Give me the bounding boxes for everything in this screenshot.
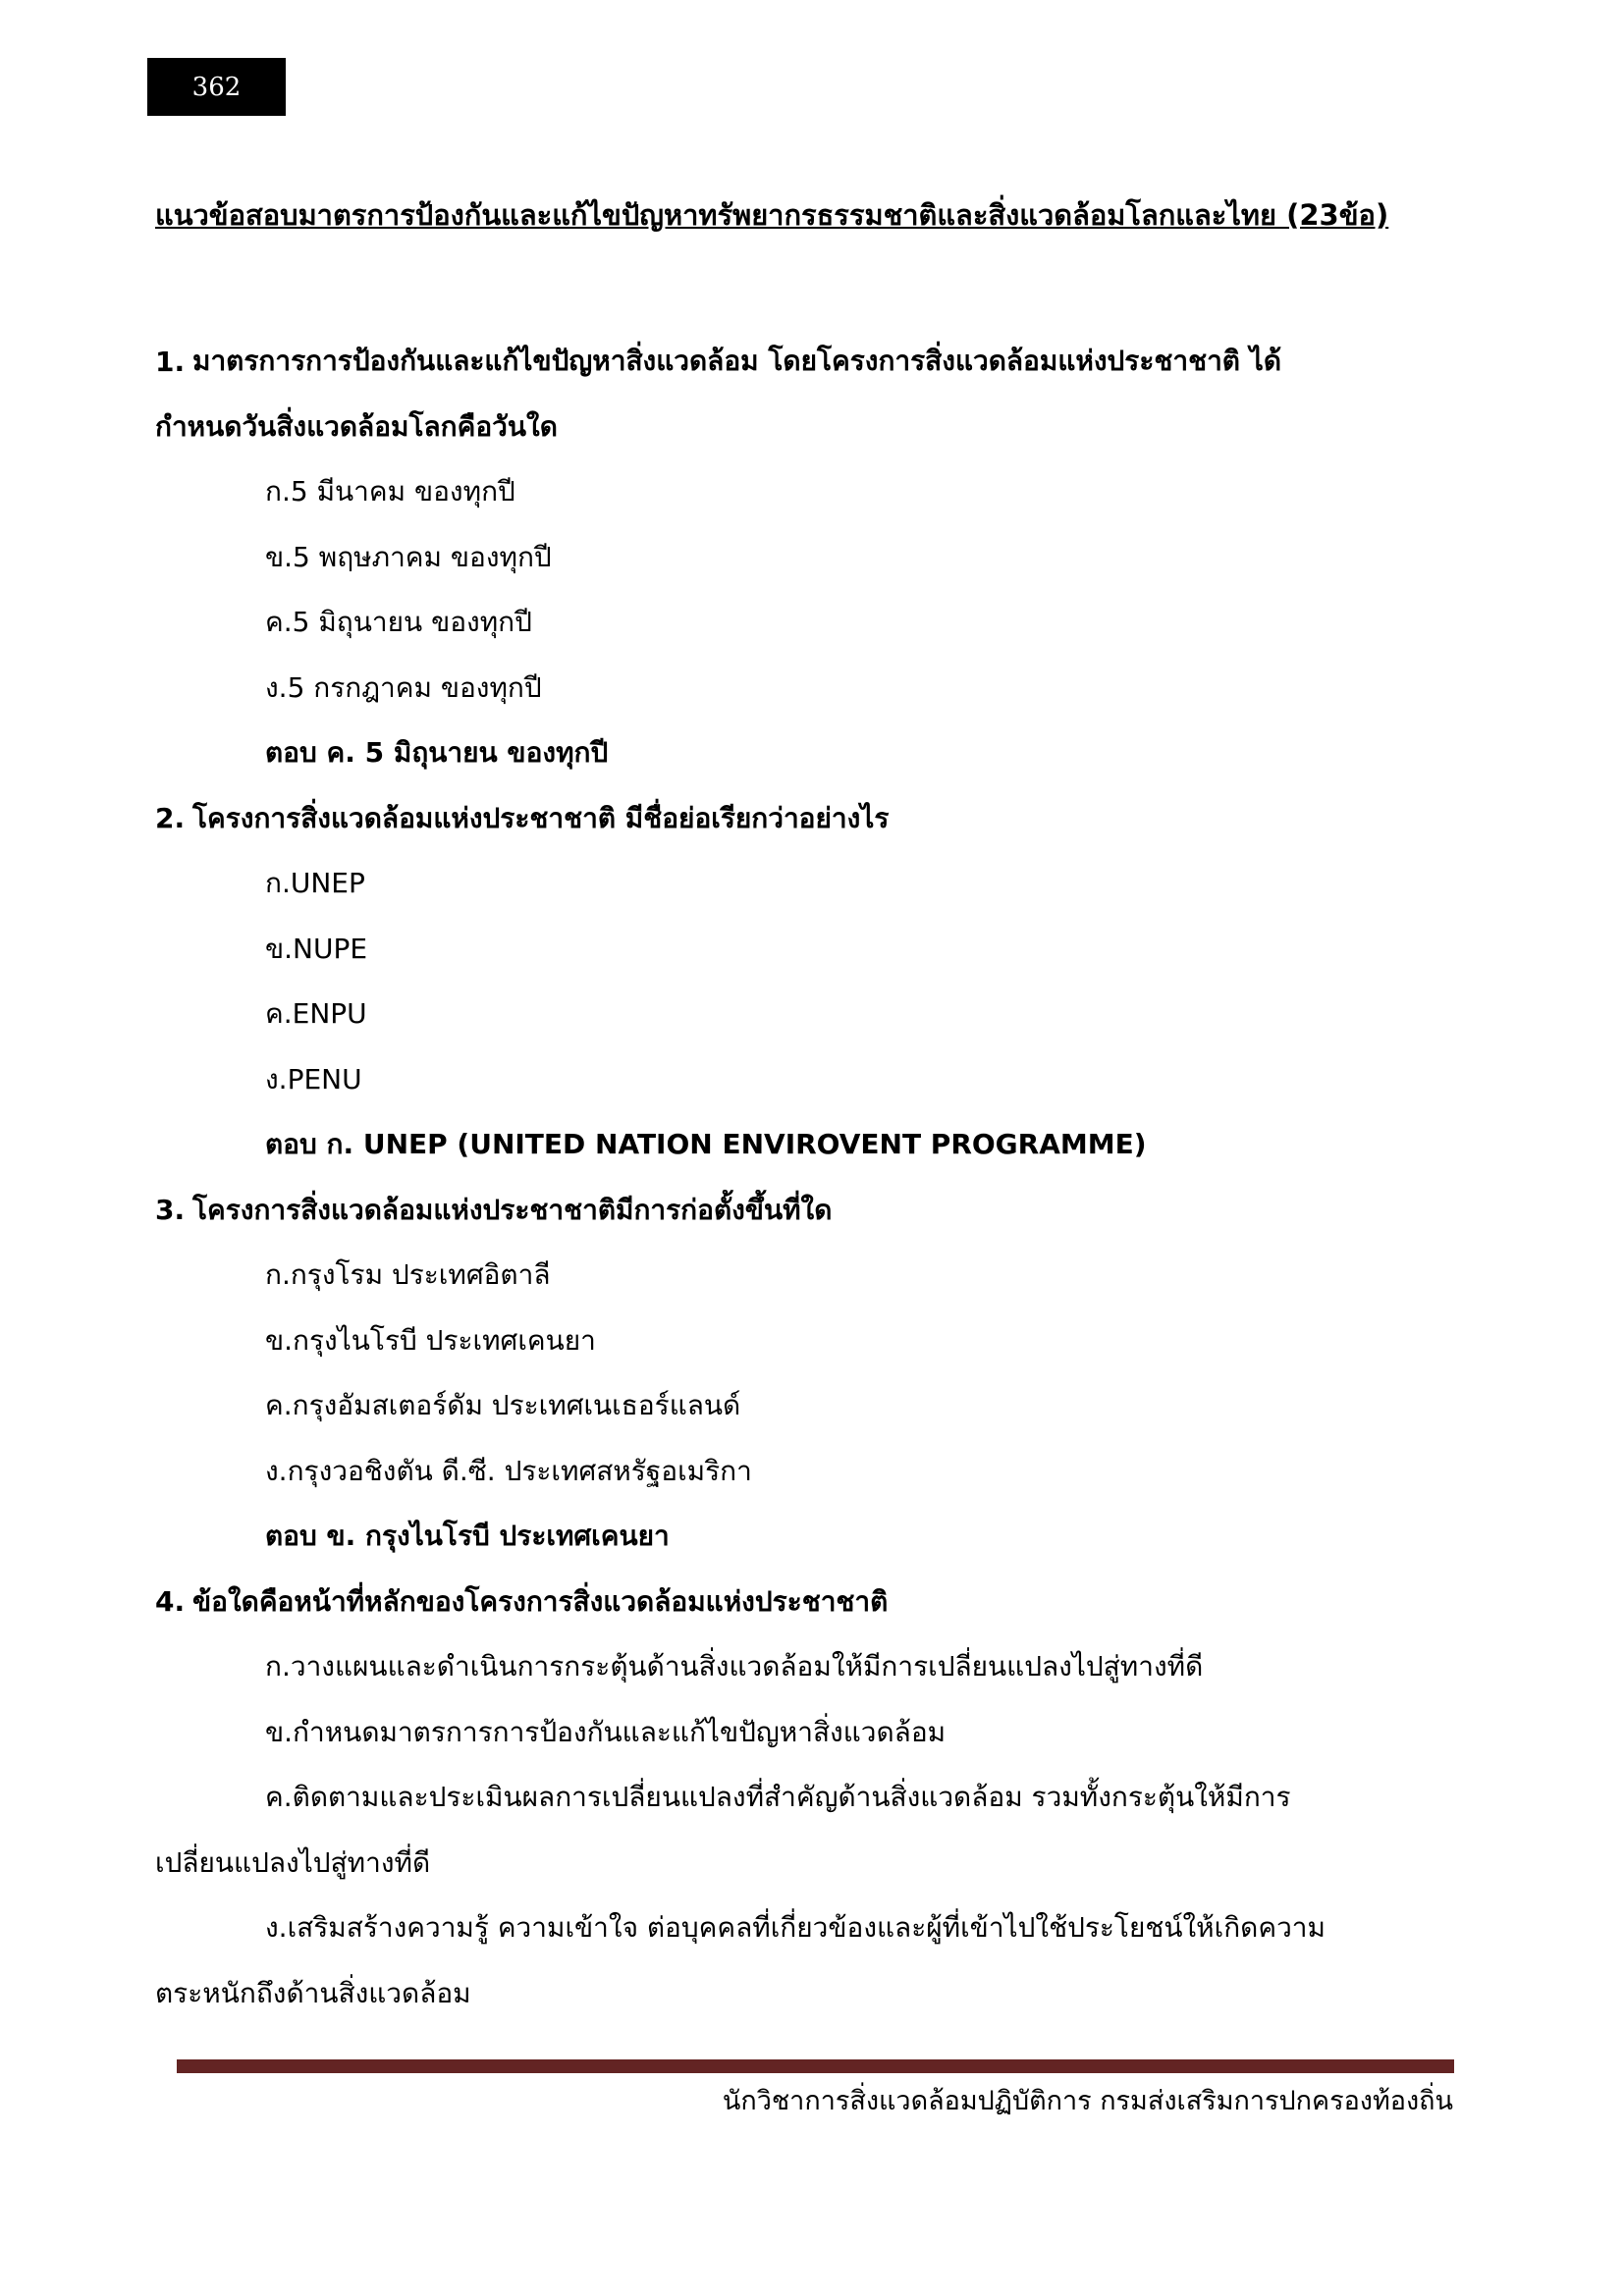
question-4 xyxy=(155,1570,1475,2027)
choice-item: ค.กรุงอัมสเตอร์ดัม ประเทศเนเธอร์แลนด์ xyxy=(265,1389,741,1422)
question-text: มาตรการการป้องกันและแก้ไขปัญหาสิ่งแวดล้อม โดยโครงการสิ่งแวดล้อมแห่งประชาชาติ ได้ xyxy=(192,345,1282,378)
answer-text: ตอบ ข. กรุงไนโรบี ประเทศเคนยา xyxy=(265,1520,670,1553)
choice-item: ง.PENU xyxy=(265,1062,362,1095)
question-number: 2. xyxy=(155,802,186,835)
question-number: 4. xyxy=(155,1585,186,1619)
question-line xyxy=(155,786,1475,852)
question-line xyxy=(155,1570,1475,1635)
choice-item: ก.กรุงโรม ประเทศอิตาลี xyxy=(265,1258,551,1292)
question-text-continuation: กำหนดวันสิ่งแวดล้อมโลกคือวันใด xyxy=(155,409,558,443)
footer-credit: นักวิชาการสิ่งแวดล้อมปฏิบัติการ กรมส่งเสริมการปกครองท้องถิ่น xyxy=(722,2086,1453,2116)
page-number-badge xyxy=(147,58,286,116)
choice-item: ก.วางแผนและดำเนินการกระตุ้นด้านสิ่งแวดล้อมให้มีการเปลี่ยนแปลงไปสู่ทางที่ดี xyxy=(265,1650,1204,1683)
choice-item: ค.ติดตามและประเมินผลการเปลี่ยนแปลงที่สำคัญด้านสิ่งแวดล้อม รวมทั้งกระตุ้นให้มีการ xyxy=(265,1781,1291,1814)
question-line xyxy=(155,329,1475,395)
choice-item: ง.กรุงวอชิงตัน ดี.ซี. ประเทศสหรัฐอเมริกา xyxy=(265,1454,752,1487)
question-text: โครงการสิ่งแวดล้อมแห่งประชาชาติ มีชื่อย่อเรียกว่าอย่างไร xyxy=(192,801,890,834)
choice-item: ง.5 กรกฎาคม ของทุกปี xyxy=(265,670,542,704)
choice-continuation: เปลี่ยนแปลงไปสู่ทางที่ดี xyxy=(155,1845,431,1879)
answer-text: ตอบ ค. 5 มิถุนายน ของทุกปี xyxy=(265,736,609,770)
question-1 xyxy=(155,329,1475,786)
choice-item: ข.NUPE xyxy=(265,932,368,965)
choice-item: ก.UNEP xyxy=(265,867,365,900)
choice-item: ค.5 มิถุนายน ของทุกปี xyxy=(265,606,532,639)
footer-divider xyxy=(177,2059,1454,2073)
question-number: 1. xyxy=(155,345,186,378)
choice-item: ค.ENPU xyxy=(265,997,367,1031)
question-2 xyxy=(155,786,1475,1178)
question-number: 3. xyxy=(155,1194,186,1227)
choice-item: ข.กำหนดมาตรการการป้องกันและแก้ไขปัญหาสิ่งแวดล้อม xyxy=(265,1715,947,1748)
question-text: โครงการสิ่งแวดล้อมแห่งประชาชาติมีการก่อตั้งขึ้นที่ใด xyxy=(192,1193,833,1226)
choice-item: ข.5 พฤษภาคม ของทุกปี xyxy=(265,540,552,573)
question-3 xyxy=(155,1178,1475,1570)
choice-item: ง.เสริมสร้างความรู้ ความเข้าใจ ต่อบุคคลที่เกี่ยวข้องและผู้ที่เข้าไปใช้ประโยชน์ให้เกิดความ xyxy=(265,1911,1326,1945)
choice-item: ก.5 มีนาคม ของทุกปี xyxy=(265,475,515,508)
document-content xyxy=(155,192,1475,2026)
page-number: 362 xyxy=(191,72,242,102)
document-title: แนวข้อสอบมาตรการป้องกันและแก้ไขปัญหาทรัพยากรธรรมชาติและสิ่งแวดล้อมโลกและไทย (23ข้อ) xyxy=(155,198,1389,232)
choice-continuation: ตระหนักถึงด้านสิ่งแวดล้อม xyxy=(155,1976,471,2009)
question-line xyxy=(155,1178,1475,1244)
answer-text: ตอบ ก. UNEP (UNITED NATION ENVIROVENT PROGRAMME) xyxy=(265,1128,1147,1161)
question-text: ข้อใดคือหน้าที่หลักของโครงการสิ่งแวดล้อมแห่งประชาชาติ xyxy=(192,1584,889,1618)
choice-item: ข.กรุงไนโรบี ประเทศเคนยา xyxy=(265,1323,596,1357)
